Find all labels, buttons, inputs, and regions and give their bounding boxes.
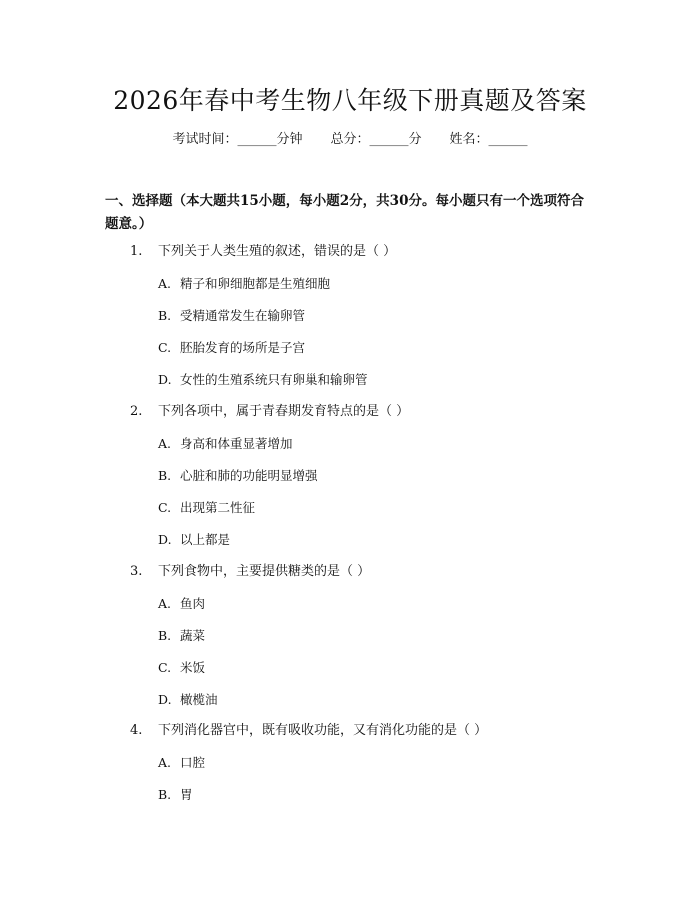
option-text: 女性的生殖系统只有卵巢和输卵管 [180, 372, 368, 387]
option-text: 受精通常发生在输卵管 [180, 308, 306, 323]
option-letter: B. [158, 628, 172, 643]
option [158, 530, 230, 550]
option [158, 785, 193, 805]
option-letter: B. [158, 468, 172, 483]
option [158, 274, 330, 294]
option-text: 心脏和肺的功能明显增强 [180, 468, 318, 483]
question-text: 下列消化器官中，既有吸收功能，又有消化功能的是（ ） [158, 723, 488, 738]
option-letter: A. [158, 276, 172, 291]
option [158, 338, 305, 358]
option [158, 594, 205, 614]
option [158, 626, 205, 646]
exam-meta [0, 130, 700, 150]
section-heading: 一、选择题（本大题共15小题，每小题2分，共30分。每小题只有一个选项符合题意。） [105, 193, 584, 232]
option-text: 鱼肉 [180, 596, 206, 611]
option [158, 690, 218, 710]
page-title: 2026年春中考生物八年级下册真题及答案 [113, 86, 587, 115]
option-text: 米饭 [180, 660, 206, 675]
option [158, 498, 255, 518]
question-text: 下列关于人类生殖的叙述，错误的是（ ） [158, 244, 397, 259]
option-letter: A. [158, 436, 172, 451]
option [158, 466, 318, 486]
option-text: 橄榄油 [180, 692, 218, 707]
option-letter: C. [158, 340, 172, 355]
option-letter: D. [158, 532, 172, 547]
question-number: 1. [130, 244, 143, 259]
option [158, 370, 368, 390]
question-number: 4. [130, 723, 143, 738]
option-letter: B. [158, 787, 172, 802]
question-text: 下列各项中，属于青春期发育特点的是（ ） [158, 404, 410, 419]
option-letter: A. [158, 755, 172, 770]
option-letter: D. [158, 692, 172, 707]
option [158, 753, 205, 773]
option-text: 精子和卵细胞都是生殖细胞 [180, 276, 331, 291]
option-text: 出现第二性征 [180, 500, 256, 515]
question-text: 下列食物中，主要提供糖类的是（ ） [158, 564, 371, 579]
total-score-field: 总分：______分 [330, 132, 422, 147]
question-number: 2. [130, 404, 143, 419]
option-letter: C. [158, 660, 172, 675]
student-name-field: 姓名：______ [449, 132, 528, 147]
option-text: 胃 [180, 787, 193, 802]
option-letter: B. [158, 308, 172, 323]
option-text: 身高和体重显著增加 [180, 436, 293, 451]
option-text: 胚胎发育的场所是子宫 [180, 340, 306, 355]
option [158, 434, 293, 454]
option [158, 658, 205, 678]
option-letter: C. [158, 500, 172, 515]
option-text: 蔬菜 [180, 628, 206, 643]
question-number: 3. [130, 564, 143, 579]
option-letter: A. [158, 596, 172, 611]
option-letter: D. [158, 372, 172, 387]
exam-time-field: 考试时间：______分钟 [172, 132, 303, 147]
option-text: 以上都是 [180, 532, 231, 547]
option [158, 306, 305, 326]
option-text: 口腔 [180, 755, 206, 770]
